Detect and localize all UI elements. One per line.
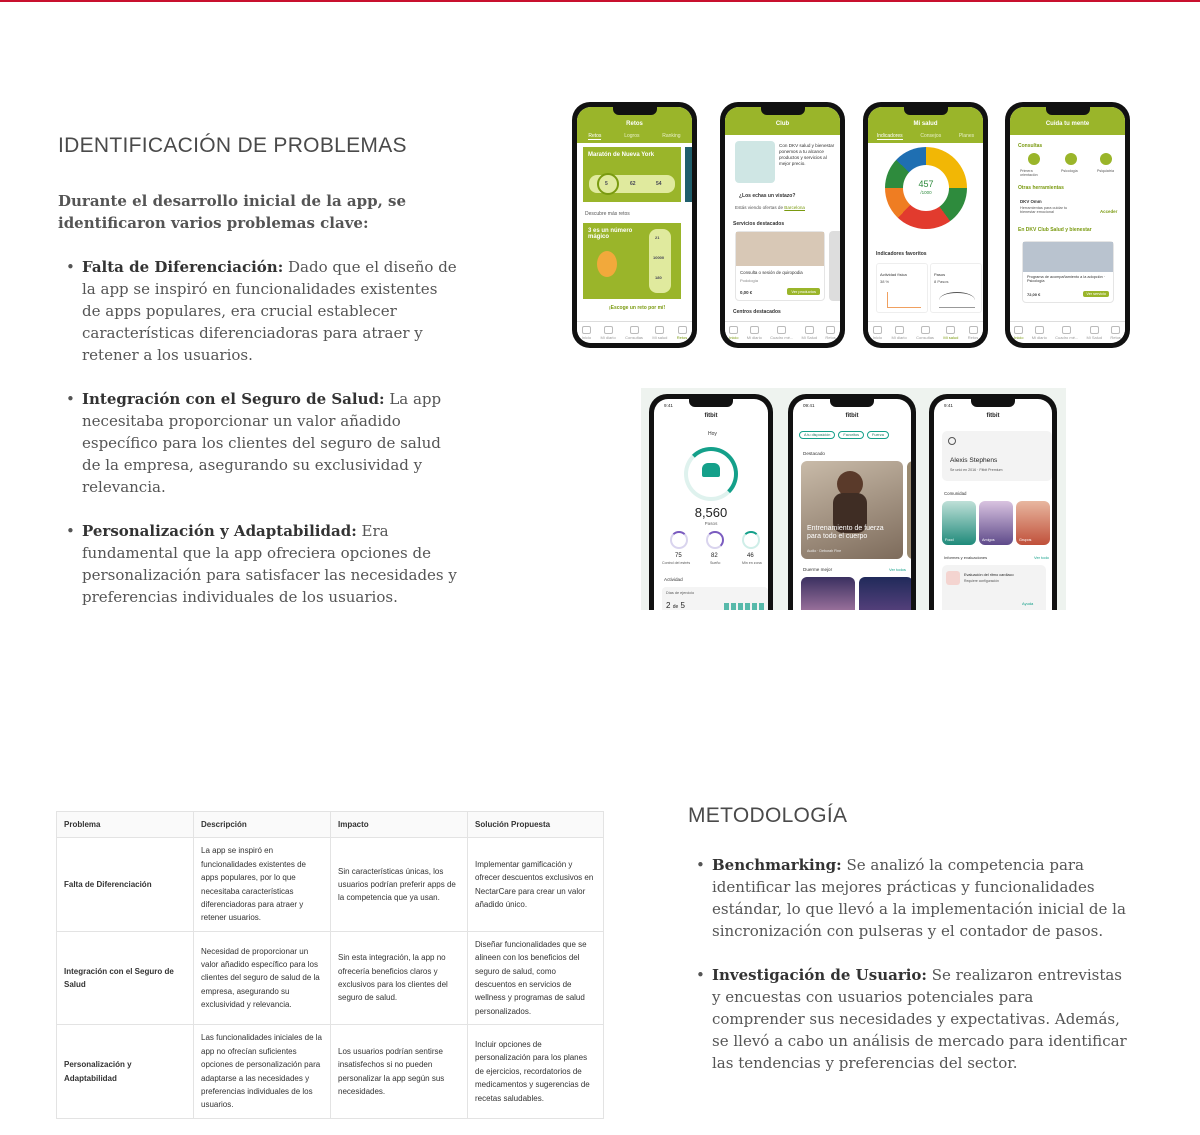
workout-card[interactable]: Entrenamiento de fuerza para todo el cuerpo Audio · Deborah Fine (801, 461, 903, 559)
bullet-text: Se analizó la competencia para identificar las mejores prácticas y funcionalidades estándar, lo que llevó a la implementación inicial de la sincronización con pulseras y el contador de pasos. (712, 856, 1126, 940)
fitbit-brand: fitbit (845, 413, 859, 419)
steps-count: 8,560 (694, 505, 728, 520)
sleep-card[interactable] (859, 577, 911, 610)
bullet-text: Dado que el diseño de la app se inspiró en funcionalidades existentes de apps populares, era crucial establecer características diferenciadoras para atraer y retener a los usuarios. (82, 258, 457, 364)
heart-eval-card[interactable]: Evaluación del ritmo cardiaco Requiere configuración Ayuda (942, 565, 1046, 610)
more-challenges-label: Descubre más retos (585, 211, 630, 217)
problems-title: IDENTIFICACIÓN DE PROBLEMAS (58, 134, 407, 157)
see-all-link[interactable]: Ver todos (889, 567, 906, 572)
avatar (948, 437, 956, 445)
bullet-text: Se realizaron entrevistas y encuestas con usuarios potenciales para comprender sus necesidades y expectativas. Además, se llevó a cabo un análisis de mercado para identificar las tendencias y preferencias del sector. (712, 966, 1127, 1072)
dkv-phone-retos (572, 102, 697, 348)
table-row: Integración con el Seguro de Salud Necesidad de proporcionar un valor añadido específico para los clientes del seguro de salud de la empresa, asegurando su exclusividad y relevancia. Sin esta integración, la app no ofrecería beneficios claros y exclusivos para los clientes del seguro de salud. Diseñar funcionalidades que se alineen con los beneficios del seguro de salud, como descuentos en servicios de wellness y programas de salud personalizados. (57, 931, 604, 1024)
bullet-text: La app necesitaba proporcionar un valor añadido específico para los clientes del seguro de salud de la empresa, asegurando su exclusividad y relevancia. (82, 390, 442, 496)
tab-ranking[interactable]: Ranking (662, 133, 681, 139)
favorite-indicators-label: Indicadores favoritos (876, 251, 927, 257)
fitbit-brand: fitbit (986, 413, 1000, 419)
dkv-phone-mi-salud: Mi salud Indicadores Consejos Planes 457 /1000 Indicadores favoritos Actividad física 38 % Pasos 8 Pasos Inicio Mi diario Consultas Mi salud Retos (863, 102, 988, 348)
fitbit-reference-panel (641, 388, 1066, 610)
table-row: Personalización y Adaptabilidad Las funcionalidades iniciales de la app no ofrecían suficientes opciones de personalización para adaptarse a las necesidades y preferencias individuales de los usuarios. Los usuarios podrían sentirse insatisfechos si no pueden personalizar la app según sus necesidades. Incluir opciones de personalización para los planes de ejercicios, recordatorios de medicamentos y sugerencias de recetas saludables. (57, 1025, 604, 1118)
fitbit-phone-discover: 09:41 fitbit A tu disposición Favoritos Fuerza Destacado Entrenamiento de fuerza para todo el cuerpo Audio · Deborah Fine Duerme mejor Ver todos (788, 394, 916, 610)
bullet-term: Investigación de Usuario: (712, 966, 927, 984)
bullet-text: Era fundamental que la app ofreciera opciones de personalización para satisfacer las necesidades y preferencias individuales de los usuarios. (82, 522, 457, 606)
group-card-food[interactable]: Food (942, 501, 976, 545)
bottom-nav: Inicio Mi diario Consultas Mi salud Retos (868, 321, 983, 343)
tab-indicadores[interactable]: Indicadores (876, 133, 903, 139)
psychology-icon[interactable] (1065, 153, 1077, 165)
challenge-card-2[interactable]: 3 es un número mágico 21 10000 180 (583, 223, 681, 299)
help-button[interactable]: Ayuda (1022, 601, 1034, 606)
group-card-friends[interactable]: Amigos (979, 501, 1013, 545)
chip-strength[interactable]: Fuerza (867, 431, 889, 439)
club-promo: Con DKV salud y bienestar ponemos a tu alcance productos y servicios al mejor precio. (779, 143, 835, 166)
chip-favorites[interactable]: Favoritos (838, 431, 864, 439)
methodology-bullet (688, 854, 1128, 942)
see-all-link[interactable]: Ver todo (1034, 555, 1049, 560)
challenge-card[interactable]: Maratón de Nueva York 5 62 54 (583, 147, 681, 202)
fitbit-phone-today: 9:41 fitbit Hoy 8,560 Pasos 75 82 46 Control del estrés Sueño Min en zona Actividad Días de ejercicio 2 de 5 (649, 394, 773, 610)
program-card[interactable]: Programa de acompañamiento a la adopción · Psicología 72,00 € Ver servicio (1022, 241, 1114, 303)
profile-card[interactable]: Alexis Stephens Se unió en 2016 · Fitbit Premium (942, 431, 1052, 481)
bottom-nav: Inicio Mi diario Cuadro mé... Mi Salud Retos (725, 321, 840, 343)
table-row: Falta de Diferenciación La app se inspiró en funcionalidades existentes de apps populares, por lo que necesitaba características diferenciadoras para atraer y retener usuarios. Sin características únicas, los usuarios podrían preferir apps de la competencia que ya usan. Implementar gamificación y ofrecer descuentos exclusivos en NectarCare para crear un valor añadido único. (57, 838, 604, 931)
problem-bullet (58, 388, 458, 498)
methodology-bullet (688, 964, 1128, 1074)
problem-bullet (58, 520, 458, 608)
methodology-section (688, 804, 1128, 1096)
pick-challenge-link[interactable]: ¡Escoge un reto por mí! (609, 305, 666, 311)
location-link[interactable]: Barcelona (784, 205, 805, 210)
problems-section (58, 134, 458, 630)
bottom-nav: Inicio Mi diario Consultas Mi salud Retos (577, 321, 692, 343)
table-header: Solución Propuesta (468, 812, 604, 838)
view-products-button[interactable]: Ver productos (787, 288, 820, 295)
tab-consejos[interactable]: Consejos (920, 133, 942, 139)
table-header: Descripción (194, 812, 331, 838)
view-service-button[interactable]: Ver servicio (1083, 291, 1109, 297)
table-header: Impacto (331, 812, 468, 838)
tab-planes[interactable]: Planes (958, 133, 975, 139)
bullet-term: Benchmarking: (712, 856, 842, 874)
problems-intro: Durante el desarrollo inicial de la app, se identificaron varios problemas clave: (58, 192, 407, 232)
fitbit-brand: fitbit (704, 413, 718, 419)
problems-table (56, 811, 604, 1119)
bullet-term: Integración con el Seguro de Salud: (82, 390, 385, 408)
tab-logros[interactable]: Logros (624, 133, 640, 139)
shoe-icon (702, 463, 720, 477)
screen-header: Cuida tu mente (1010, 107, 1125, 135)
screen-header: Retos (577, 107, 692, 131)
offer-card[interactable]: Consulta o sesión de quiropodia Podología 0,00 € Ver productos (735, 231, 825, 301)
fitbit-phone-profile: 9:41 fitbit Alexis Stephens Se unió en 2016 · Fitbit Premium Comunidad Food Amigos Grupos Informes y evaluaciones Ver todo Evaluación del ritmo cardiaco Requiere configuración Ayuda (929, 394, 1057, 610)
dkv-phone-club: Club Con DKV salud y bienestar ponemos a tu alcance productos y servicios al mejor precio. ¿Los echas un vistazo? Estás viendo ofertas de Barcelona Servicios destacados Consulta o sesión de quiropodia Podología 0,00 € Ver productos Centros destacados Inicio Mi diario Cuadro mé... Mi Salud Retos (720, 102, 845, 348)
dkv-phone-mente: Cuida tu mente Consultas Primera orientación Psicología Psiquiatría Otras herramientas DKV Omm Herramientas para cuidar tu bienestar emocional Acceder En DKV Club Salud y bienestar Programa de acompañamiento a la adopción · Psicología 72,00 € Ver servicio Inicio Mi diario Cuadro mé... Mi Salud Retos (1005, 102, 1130, 348)
screen-header: Mi salud (868, 107, 983, 131)
access-button[interactable]: Acceder (1100, 209, 1118, 214)
methodology-title: METODOLOGÍA (688, 804, 848, 827)
exercise-days-card[interactable]: Días de ejercicio 2 de 5 (662, 587, 768, 610)
bullet-term: Personalización y Adaptabilidad: (82, 522, 357, 540)
top-accent-line (0, 0, 1200, 2)
health-score: 457 (918, 179, 934, 189)
tab-retos[interactable]: Retos (588, 133, 602, 139)
bullet-term: Falta de Diferenciación: (82, 258, 284, 276)
psychiatry-icon[interactable] (1100, 153, 1112, 165)
table-header: Problema (57, 812, 194, 838)
indicator-card[interactable]: Actividad física 38 % (876, 263, 928, 313)
group-card-groups[interactable]: Grupos (1016, 501, 1050, 545)
heart-icon (946, 571, 960, 585)
chip-available[interactable]: A tu disposición (799, 431, 835, 439)
club-illustration (735, 141, 775, 183)
orientation-icon[interactable] (1028, 153, 1040, 165)
indicator-card[interactable]: Pasos 8 Pasos (930, 263, 982, 313)
screen-header: Club (725, 107, 840, 135)
sleep-card[interactable] (801, 577, 855, 610)
trophy-icon (597, 251, 617, 277)
problem-bullet (58, 256, 458, 366)
bottom-nav: Inicio Mi diario Cuadro mé... Mi Salud Retos (1010, 321, 1125, 343)
